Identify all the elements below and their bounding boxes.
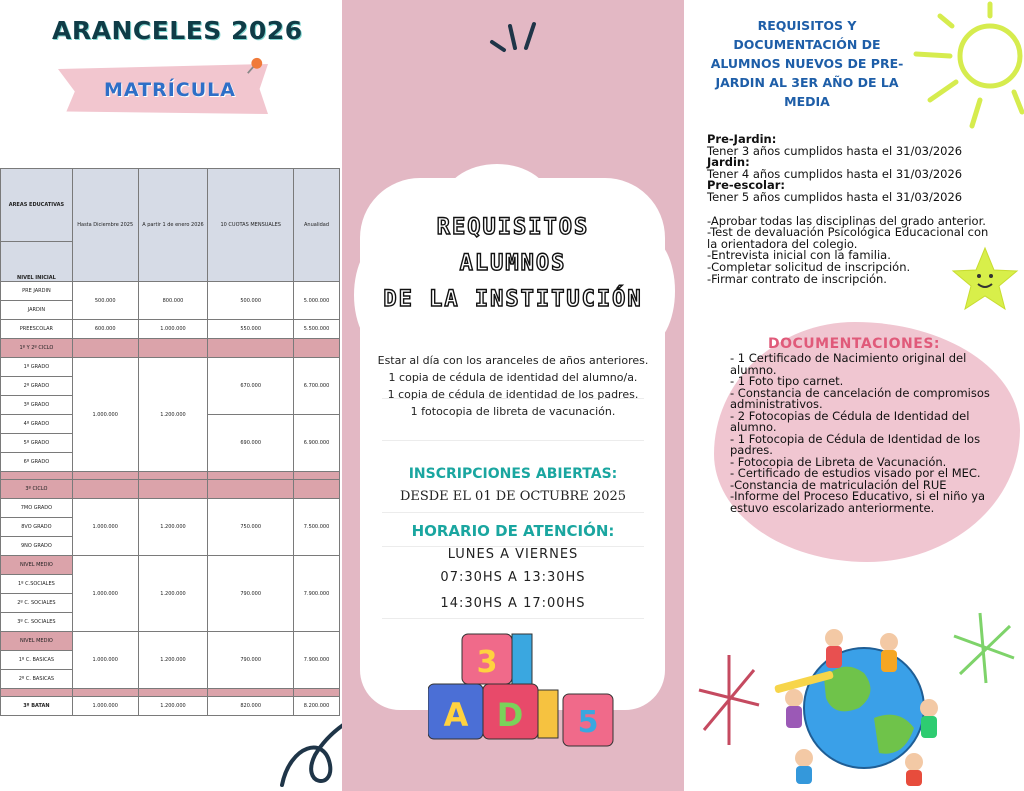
list-item: - Fotocopia de Libreta de Vacunación. [730,454,947,469]
cell: 1.000.000 [72,499,138,556]
swirl-doodle [270,705,342,791]
header-apartir: A partir 1 de enero 2026 [138,169,208,282]
row-label: 4º GRADO [1,415,73,434]
fees-panel [0,0,342,791]
ruled-line [382,512,644,513]
new-students-panel [684,0,1024,791]
star-icon [950,244,1020,314]
hours-heading: HORARIO DE ATENCIÓN: [411,522,615,540]
cell: 1.000.000 [72,556,138,632]
cell: 1.200.000 [138,632,208,689]
list-item: -Test de devaluación Psicológica Educacional con la orientadora del colegio. [707,225,989,251]
cell: 1.200.000 [138,358,208,472]
svg-text:A: A [443,696,469,734]
list-item: -Constancia de matriculación del RUE [730,477,947,492]
documents-heading: DOCUMENTACIONES: [767,336,941,352]
cell: 500.000 [72,282,138,320]
level-text: Tener 4 años cumplidos hasta el 31/03/2026 [707,166,963,181]
cell: 750.000 [208,499,294,556]
cell: 5.500.000 [294,320,340,339]
new-students-title: REQUISITOS Y DOCUMENTACIÓN DE ALUMNOS NUEVOS DE PRE-JARDIN AL 3ER AÑO DE LA MEDIA [710,18,904,109]
cell: 690.000 [208,415,294,472]
section-label: NIVEL MEDIO [1,556,73,575]
cell: 1.000.000 [72,697,138,716]
alphabet-blocks-icon [428,628,628,758]
cell: 550.000 [208,320,294,339]
row-label: 1º C. BASICAS [1,651,73,670]
section-label: 1º Y 2º CICLO [1,339,73,358]
header-cuotas: 10 CUOTAS MENSUALES [208,169,294,282]
row-label: 3º C. SOCIALES [1,613,73,632]
section-label: NIVEL MEDIO [1,632,73,651]
row-label: 3º BATAN [1,697,73,716]
list-item: 1 copia de cédula de identidad del alumno/a. [388,371,638,384]
row-label: 9NO GRADO [1,537,73,556]
list-item: -Completar solicitud de inscripción. [707,259,911,274]
cell: 7.900.000 [294,632,340,689]
svg-text:5: 5 [577,705,599,740]
sun-icon [910,0,1024,132]
ruled-line [382,618,644,619]
cell: 1.200.000 [138,499,208,556]
level-label: Pre-escolar: [707,178,786,193]
title-line: DE LA INSTITUCIÓN [383,287,643,312]
cell: 670.000 [208,358,294,415]
cell: 1.000.000 [138,320,208,339]
ribbon-label: MATRÍCULA [104,79,236,101]
row-label: 6º GRADO [1,453,73,472]
row-label: 8VO GRADO [1,518,73,537]
level-text: Tener 3 años cumplidos hasta el 31/03/2026 [707,143,963,158]
svg-text:D: D [496,696,524,734]
list-item: -Entrevista inicial con la familia. [707,248,891,263]
cell: 1.200.000 [138,556,208,632]
list-item: - 1 Certificado de Nacimiento original del alumno. [730,351,967,377]
level-label: Pre-Jardin: [707,132,777,146]
row-label: 2º C. SOCIALES [1,594,73,613]
section-label: 3º CICLO [1,480,73,499]
list-item: - 1 Fotocopia de Cédula de Identidad de los padres. [730,431,981,457]
pushpin-icon [246,57,264,75]
row-label: 2º C. BASICAS [1,670,73,689]
cell: 7.500.000 [294,499,340,556]
row-label: PRE JARDIN [1,282,73,301]
cell: 790.000 [208,632,294,689]
list-item: - Constancia de cancelación de compromisos administrativos. [730,385,990,411]
list-item: - 1 Foto tipo carnet. [730,374,844,388]
cell: 6.700.000 [294,358,340,415]
cell: 1.000.000 [72,358,138,472]
cell: 6.900.000 [294,415,340,472]
documents-list [730,353,1002,514]
header-anualidad: Anualidad [294,169,340,282]
hours-days: LUNES A VIERNES [447,547,579,562]
list-item: -Aprobar todas las disciplinas del grado anterior. [707,213,986,228]
sparkle-asterisk-icon [694,650,764,750]
globe-kids-illustration [764,598,954,788]
cell: 1.000.000 [72,632,138,689]
requirements-title [342,210,684,318]
row-label: JARDIN [1,301,73,320]
list-item: 1 copia de cédula de identidad de los padres. [387,388,639,401]
list-item: -Informe del Proceso Educativo, si el niño ya estuvo escolarizado anteriormente. [730,489,986,515]
requirements-list [342,352,684,420]
header-areas: AREAS EDUCATIVAS [1,169,73,242]
sparkle-asterisk-icon [950,608,1020,688]
list-item: 1 fotocopia de libreta de vacunación. [410,405,616,418]
cell: 1.200.000 [138,697,208,716]
row-label: 1º C.SOCIALES [1,575,73,594]
header-hasta: Hasta Diciembre 2025 [72,169,138,282]
cell: 8.200.000 [294,697,340,716]
sparkle-lines-icon [482,20,542,65]
hours-afternoon: 14:30HS A 17:00HS [440,596,586,611]
svg-text:3: 3 [476,645,498,680]
title-line: ALUMNOS [459,251,567,276]
row-label: 2º GRADO [1,377,73,396]
cell: 790.000 [208,556,294,632]
list-item: -Firmar contrato de inscripción. [707,271,887,286]
title-line: REQUISITOS [436,215,590,240]
cell: 5.000.000 [294,282,340,320]
cell: 820.000 [208,697,294,716]
ruled-line [382,440,644,441]
cell: 800.000 [138,282,208,320]
hours-morning: 07:30HS A 13:30HS [440,570,586,585]
level-label: Jardin: [707,155,750,170]
fees-table [0,168,340,716]
list-item: Estar al día con los aranceles de años anteriores. [377,354,649,367]
requirements-panel [342,0,684,791]
row-label: 5º GRADO [1,434,73,453]
cell: 600.000 [72,320,138,339]
cell: 7.900.000 [294,556,340,632]
row-label: 7MO GRADO [1,499,73,518]
fees-title: ARANCELES 2026 [52,16,303,45]
level-text: Tener 5 años cumplidos hasta el 31/03/2026 [707,189,963,204]
nivel-inicial-label: NIVEL INICIAL [1,242,73,282]
row-label: 3º GRADO [1,396,73,415]
row-label: 1º GRADO [1,358,73,377]
list-item: - Certificado de estudios visado por el MEC. [730,466,981,480]
list-item: - 2 Fotocopias de Cédula de Identidad del alumno. [730,408,970,434]
enrollment-heading: INSCRIPCIONES ABIERTAS: [408,466,618,482]
cell: 500.000 [208,282,294,320]
row-label: PREESCOLAR [1,320,73,339]
enrollment-date: DESDE EL 01 DE OCTUBRE 2025 [399,489,627,504]
